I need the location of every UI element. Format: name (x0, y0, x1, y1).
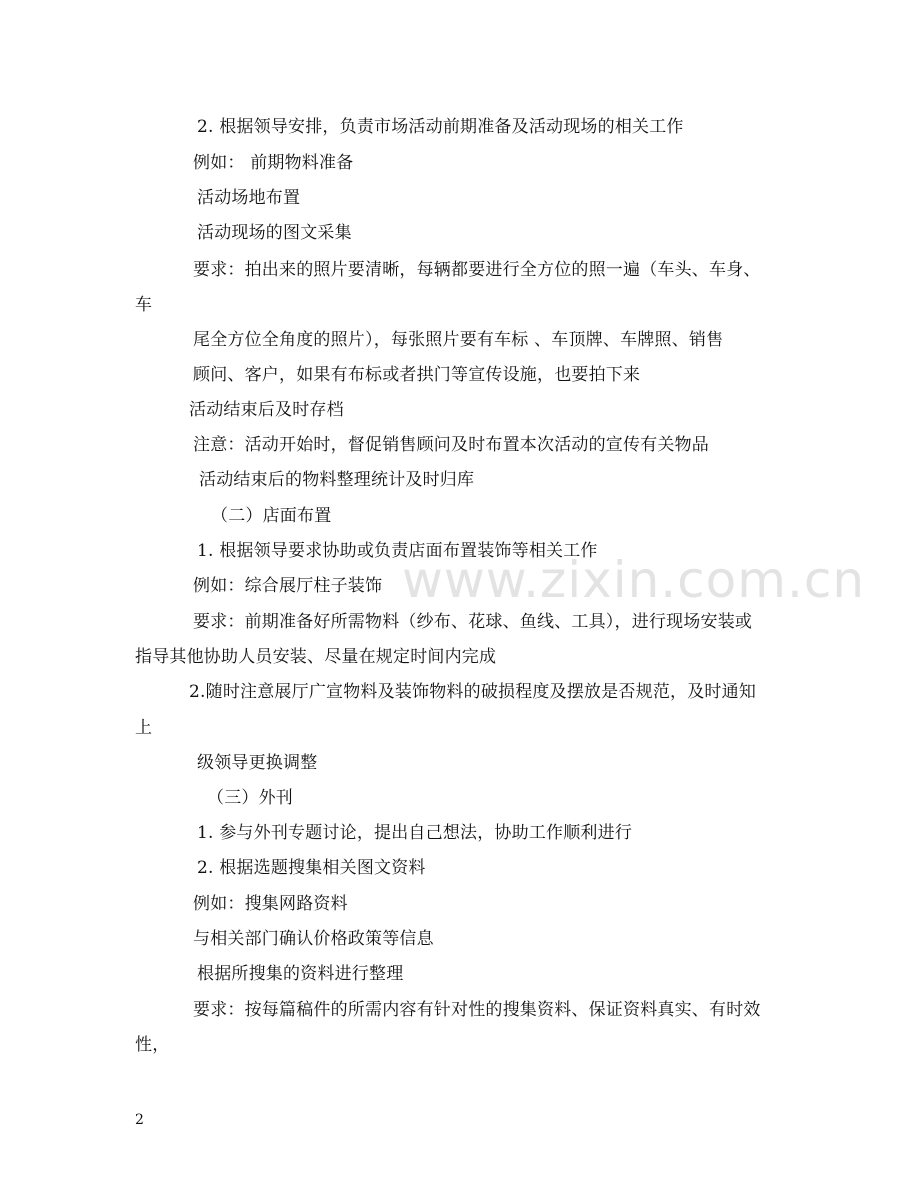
text-line: 级领导更换调整 (197, 753, 318, 773)
page-number: 2 (135, 1112, 144, 1128)
text-line: 1. 参与外刊专题讨论，提出自己想法，协助工作顺利进行 (197, 823, 633, 843)
text-line: 尾全方位全角度的照片），每张照片要有车标 、车顶牌、车牌照、销售 (193, 330, 724, 350)
text-line: 2. 根据领导安排，负责市场活动前期准备及活动现场的相关工作 (197, 117, 684, 137)
text-line: 例如：搜集网路资料 (193, 894, 348, 914)
text-line: 顾问、客户，如果有布标或者拱门等宣传设施，也要拍下来 (193, 365, 641, 385)
text-line: 1. 根据领导要求协助或负责店面布置装饰等相关工作 (197, 541, 598, 561)
text-line: 要求：前期准备好所需物料（纱布、花球、鱼线、工具），进行现场安装或 (193, 612, 753, 632)
section-heading: （二）店面布置 (211, 506, 332, 526)
text-line: 要求：拍出来的照片要清晰，每辆都要进行全方位的照一遍（车头、车身、 (193, 260, 761, 280)
text-line: 2.随时注意展厅广宣物料及装饰物料的破损程度及摆放是否规范，及时通知 (189, 682, 757, 702)
text-line: 活动结束后的物料整理统计及时归库 (199, 470, 475, 490)
text-line: 例如：综合展厅柱子装饰 (193, 576, 383, 596)
text-line: 例如： 前期物料准备 (193, 153, 354, 173)
text-line: 性， (135, 1035, 170, 1055)
text-line: 注意：活动开始时，督促销售顾问及时布置本次活动的宣传有关物品 (193, 435, 709, 455)
text-line: 指导其他协助人员安装、尽量在规定时间内完成 (135, 647, 497, 667)
text-line: 活动结束后及时存档 (189, 400, 344, 420)
text-line: 活动场地布置 (197, 188, 301, 208)
text-line: 车 (135, 295, 153, 315)
watermark: www.zixin.com.cn (402, 551, 866, 609)
section-heading: （三）外刊 (207, 788, 293, 808)
text-line: 活动现场的图文采集 (197, 223, 352, 243)
text-line: 上 (135, 718, 153, 738)
text-line: 与相关部门确认价格政策等信息 (193, 929, 434, 949)
text-line: 2. 根据选题搜集相关图文资料 (197, 858, 426, 878)
text-line: 根据所搜集的资料进行整理 (197, 964, 404, 984)
text-line: 要求：按每篇稿件的所需内容有针对性的搜集资料、保证资料真实、有时效 (193, 1000, 761, 1020)
